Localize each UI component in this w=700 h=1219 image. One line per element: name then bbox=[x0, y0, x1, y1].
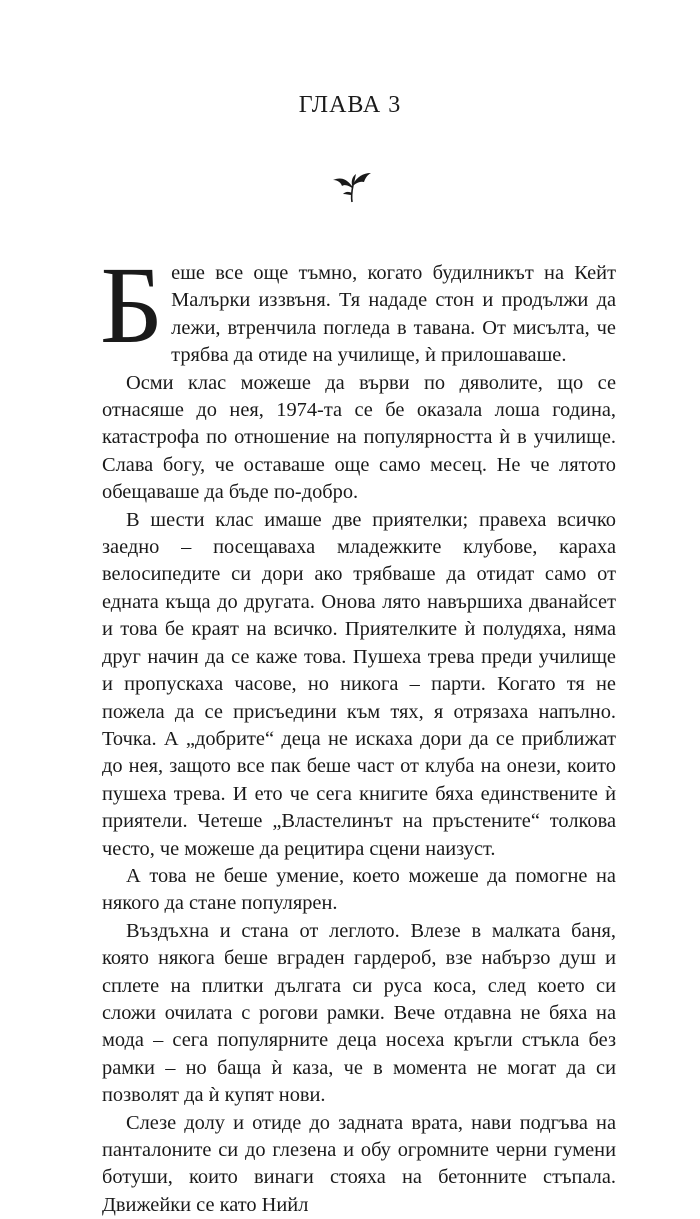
drop-cap: Б bbox=[100, 244, 164, 366]
paragraph-1 bbox=[100, 244, 616, 370]
leaf-ornament-icon bbox=[332, 168, 372, 204]
chapter-body bbox=[100, 244, 616, 1219]
paragraph-3: В шести клас имаше две приятелки; правеха всичко заедно – посещаваха младежките клубове, караха велосипедите си дори ако трябваше да отидат само от едната къща до другата. Онова лято навършиха дванайсет и това бе краят на всичко. Приятелките ѝ полудяха, няма друг начин да се каже това. Пушеха трева преди училище и пропускаха часове, но никога – парти. Когато тя не пожела да се присъедини към тях, я отрязаха напълно. Точка. А „добрите“ деца не искаха дори да се приближат до нея, защото все пак беше част от клуба на онези, които пушеха трева. И ето че сега книгите бяха единствените ѝ приятели. Четеше „Властелинът на пръстените“ толкова често, че можеше да рецитира сцени наизуст. bbox=[102, 508, 616, 860]
paragraph-1-text: еше все още тъмно, когато будилникът на Кейт Малърки иззвъня. Тя нададе стон и продължи да лежи, втренчила погледа в тавана. От мисълта, че трябва да отиде на училище, ѝ прилошаваше. bbox=[171, 262, 616, 367]
paragraph-4: А това не беше умение, което можеше да помогне на някого да стане популярен. bbox=[102, 864, 616, 915]
chapter-title: ГЛАВА 3 bbox=[298, 92, 402, 118]
paragraph-5: Въздъхна и стана от леглото. Влезе в малката баня, която някога беше вграден гардероб, взе набързо душ и сплете на плитки дългата си руса коса, след което си сложи очилата с рогови рамки. Вече отдавна не бяха на мода – сега популярните деца носеха кръгли стъкла без рамки – но баща ѝ каза, че в момента не могат да си позволят да ѝ купят нови. bbox=[102, 919, 616, 1107]
paragraph-6: Слезе долу и отиде до задната врата, нави подгъва на панталоните си до глезена и обу огромните черни гумени ботуши, които винаги стояха на бетонните стъпала. Движейки се като Нийл bbox=[102, 1111, 616, 1216]
paragraph-2: Осми клас можеше да върви по дяволите, що се отнасяше до нея, 1974-та се бе оказала лоша година, катастрофа по отношение на популярността ѝ в училище. Слава богу, че оставаше още само месец. Не че лятото обещаваше да бъде по-добро. bbox=[102, 371, 616, 504]
